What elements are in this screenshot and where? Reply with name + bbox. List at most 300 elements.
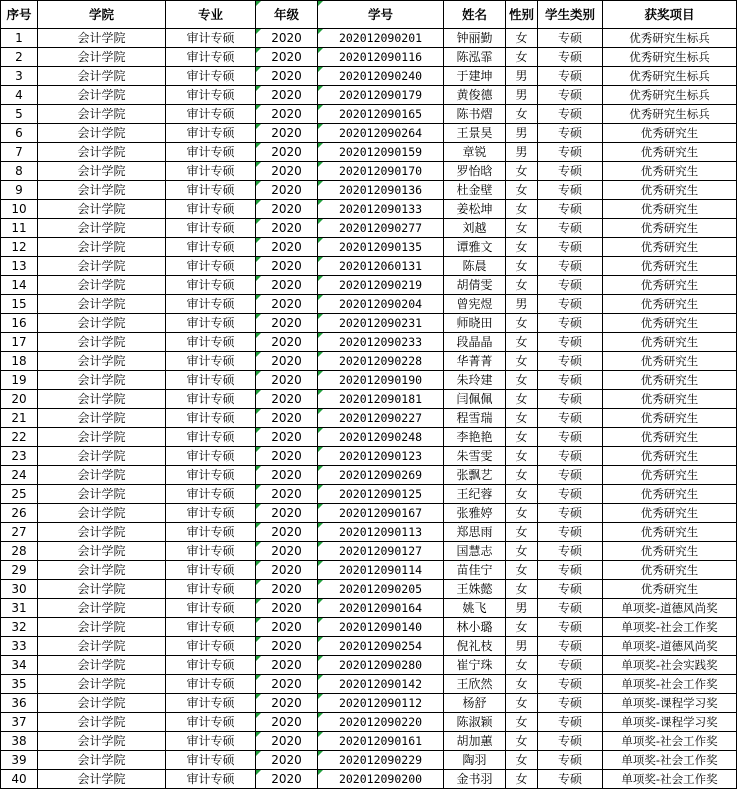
grade-cell[interactable]: 2020 [256,181,318,200]
name-cell[interactable]: 李艳艳 [444,428,506,447]
gender-cell[interactable]: 女 [506,257,538,276]
name-cell[interactable]: 金书羽 [444,770,506,789]
major-cell[interactable]: 审计专硕 [166,257,256,276]
award-cell[interactable]: 优秀研究生 [603,314,737,333]
name-cell[interactable]: 章锐 [444,143,506,162]
student-type-cell[interactable]: 专硕 [538,732,603,751]
student-type-cell[interactable]: 专硕 [538,162,603,181]
table-row[interactable] [1,314,737,333]
index-cell[interactable]: 19 [1,371,38,390]
student-id-cell[interactable]: 202012090231 [318,314,444,333]
student-type-cell[interactable]: 专硕 [538,390,603,409]
column-header-student-type[interactable]: 学生类别 [538,1,603,29]
award-cell[interactable]: 优秀研究生 [603,238,737,257]
student-type-cell[interactable]: 专硕 [538,675,603,694]
table-row[interactable] [1,124,737,143]
grade-cell[interactable]: 2020 [256,618,318,637]
college-cell[interactable]: 会计学院 [38,466,166,485]
index-cell[interactable]: 16 [1,314,38,333]
award-cell[interactable]: 优秀研究生 [603,409,737,428]
index-cell[interactable]: 33 [1,637,38,656]
award-cell[interactable]: 优秀研究生 [603,124,737,143]
index-cell[interactable]: 25 [1,485,38,504]
student-type-cell[interactable]: 专硕 [538,67,603,86]
name-cell[interactable]: 朱玲建 [444,371,506,390]
gender-cell[interactable]: 女 [506,618,538,637]
college-cell[interactable]: 会计学院 [38,295,166,314]
student-id-cell[interactable]: 202012090277 [318,219,444,238]
college-cell[interactable]: 会计学院 [38,580,166,599]
name-cell[interactable]: 林小璐 [444,618,506,637]
college-cell[interactable]: 会计学院 [38,67,166,86]
table-row[interactable] [1,162,737,181]
student-type-cell[interactable]: 专硕 [538,314,603,333]
award-cell[interactable]: 优秀研究生标兵 [603,29,737,48]
table-row[interactable] [1,751,737,770]
gender-cell[interactable]: 女 [506,219,538,238]
gender-cell[interactable]: 女 [506,352,538,371]
gender-cell[interactable]: 女 [506,580,538,599]
student-id-cell[interactable]: 202012090127 [318,542,444,561]
index-cell[interactable]: 21 [1,409,38,428]
grade-cell[interactable]: 2020 [256,162,318,181]
name-cell[interactable]: 谭雅文 [444,238,506,257]
gender-cell[interactable]: 男 [506,86,538,105]
student-id-cell[interactable]: 202012090159 [318,143,444,162]
college-cell[interactable]: 会计学院 [38,29,166,48]
gender-cell[interactable]: 女 [506,447,538,466]
award-cell[interactable]: 单项奖-社会工作奖 [603,732,737,751]
student-type-cell[interactable]: 专硕 [538,276,603,295]
table-row[interactable] [1,181,737,200]
column-header-college[interactable]: 学院 [38,1,166,29]
index-cell[interactable]: 3 [1,67,38,86]
column-header-index[interactable]: 序号 [1,1,38,29]
award-cell[interactable]: 优秀研究生 [603,428,737,447]
student-type-cell[interactable]: 专硕 [538,618,603,637]
index-cell[interactable]: 38 [1,732,38,751]
name-cell[interactable]: 倪礼枝 [444,637,506,656]
gender-cell[interactable]: 女 [506,561,538,580]
college-cell[interactable]: 会计学院 [38,675,166,694]
college-cell[interactable]: 会计学院 [38,751,166,770]
name-cell[interactable]: 张飘艺 [444,466,506,485]
grade-cell[interactable]: 2020 [256,770,318,789]
student-id-cell[interactable]: 202012060131 [318,257,444,276]
table-row[interactable] [1,409,737,428]
table-row[interactable] [1,694,737,713]
index-cell[interactable]: 18 [1,352,38,371]
award-cell[interactable]: 优秀研究生标兵 [603,67,737,86]
student-type-cell[interactable]: 专硕 [538,124,603,143]
gender-cell[interactable]: 男 [506,67,538,86]
student-id-cell[interactable]: 202012090220 [318,713,444,732]
column-header-student-id[interactable]: 学号 [318,1,444,29]
index-cell[interactable]: 2 [1,48,38,67]
name-cell[interactable]: 王姝懿 [444,580,506,599]
grade-cell[interactable]: 2020 [256,48,318,67]
grade-cell[interactable]: 2020 [256,599,318,618]
gender-cell[interactable]: 女 [506,162,538,181]
grade-cell[interactable]: 2020 [256,542,318,561]
name-cell[interactable]: 王纪蓉 [444,485,506,504]
name-cell[interactable]: 师晓田 [444,314,506,333]
award-cell[interactable]: 优秀研究生 [603,276,737,295]
college-cell[interactable]: 会计学院 [38,523,166,542]
name-cell[interactable]: 程雪瑞 [444,409,506,428]
student-id-cell[interactable]: 202012090112 [318,694,444,713]
gender-cell[interactable]: 女 [506,504,538,523]
index-cell[interactable]: 5 [1,105,38,124]
student-id-cell[interactable]: 202012090125 [318,485,444,504]
table-row[interactable] [1,105,737,124]
name-cell[interactable]: 王景昊 [444,124,506,143]
student-id-cell[interactable]: 202012090165 [318,105,444,124]
table-row[interactable] [1,637,737,656]
gender-cell[interactable]: 女 [506,105,538,124]
student-id-cell[interactable]: 202012090116 [318,48,444,67]
index-cell[interactable]: 31 [1,599,38,618]
gender-cell[interactable]: 女 [506,238,538,257]
student-type-cell[interactable]: 专硕 [538,428,603,447]
award-cell[interactable]: 优秀研究生标兵 [603,105,737,124]
student-type-cell[interactable]: 专硕 [538,352,603,371]
major-cell[interactable]: 审计专硕 [166,295,256,314]
award-cell[interactable]: 优秀研究生标兵 [603,86,737,105]
college-cell[interactable]: 会计学院 [38,542,166,561]
name-cell[interactable]: 陈晨 [444,257,506,276]
student-type-cell[interactable]: 专硕 [538,295,603,314]
major-cell[interactable]: 审计专硕 [166,599,256,618]
college-cell[interactable]: 会计学院 [38,105,166,124]
major-cell[interactable]: 审计专硕 [166,675,256,694]
student-type-cell[interactable]: 专硕 [538,105,603,124]
name-cell[interactable]: 陶羽 [444,751,506,770]
student-id-cell[interactable]: 202012090201 [318,29,444,48]
index-cell[interactable]: 12 [1,238,38,257]
column-header-grade[interactable]: 年级 [256,1,318,29]
student-type-cell[interactable]: 专硕 [538,257,603,276]
student-type-cell[interactable]: 专硕 [538,523,603,542]
gender-cell[interactable]: 女 [506,675,538,694]
name-cell[interactable]: 闫佩佩 [444,390,506,409]
major-cell[interactable]: 审计专硕 [166,770,256,789]
award-cell[interactable]: 单项奖-社会实践奖 [603,656,737,675]
table-row[interactable] [1,371,737,390]
student-type-cell[interactable]: 专硕 [538,371,603,390]
major-cell[interactable]: 审计专硕 [166,466,256,485]
index-cell[interactable]: 35 [1,675,38,694]
student-type-cell[interactable]: 专硕 [538,143,603,162]
grade-cell[interactable]: 2020 [256,295,318,314]
college-cell[interactable]: 会计学院 [38,599,166,618]
name-cell[interactable]: 王欣然 [444,675,506,694]
college-cell[interactable]: 会计学院 [38,371,166,390]
table-row[interactable] [1,29,737,48]
student-id-cell[interactable]: 202012090264 [318,124,444,143]
major-cell[interactable]: 审计专硕 [166,580,256,599]
award-cell[interactable]: 单项奖-社会工作奖 [603,751,737,770]
grade-cell[interactable]: 2020 [256,466,318,485]
student-id-cell[interactable]: 202012090228 [318,352,444,371]
index-cell[interactable]: 8 [1,162,38,181]
table-row[interactable] [1,48,737,67]
college-cell[interactable]: 会计学院 [38,257,166,276]
student-id-cell[interactable]: 202012090227 [318,409,444,428]
column-header-gender[interactable]: 性别 [506,1,538,29]
student-id-cell[interactable]: 202012090179 [318,86,444,105]
grade-cell[interactable]: 2020 [256,694,318,713]
major-cell[interactable]: 审计专硕 [166,333,256,352]
gender-cell[interactable]: 女 [506,314,538,333]
index-cell[interactable]: 17 [1,333,38,352]
major-cell[interactable]: 审计专硕 [166,181,256,200]
grade-cell[interactable]: 2020 [256,580,318,599]
name-cell[interactable]: 陈泓霏 [444,48,506,67]
award-cell[interactable]: 优秀研究生 [603,542,737,561]
table-row[interactable] [1,390,737,409]
grade-cell[interactable]: 2020 [256,637,318,656]
student-id-cell[interactable]: 202012090248 [318,428,444,447]
major-cell[interactable]: 审计专硕 [166,371,256,390]
major-cell[interactable]: 审计专硕 [166,390,256,409]
student-id-cell[interactable]: 202012090240 [318,67,444,86]
table-row[interactable] [1,67,737,86]
index-cell[interactable]: 40 [1,770,38,789]
major-cell[interactable]: 审计专硕 [166,523,256,542]
award-cell[interactable]: 优秀研究生 [603,162,737,181]
table-row[interactable] [1,333,737,352]
gender-cell[interactable]: 女 [506,29,538,48]
name-cell[interactable]: 崔宁珠 [444,656,506,675]
award-cell[interactable]: 优秀研究生 [603,371,737,390]
college-cell[interactable]: 会计学院 [38,713,166,732]
gender-cell[interactable]: 女 [506,751,538,770]
major-cell[interactable]: 审计专硕 [166,732,256,751]
name-cell[interactable]: 陈书熠 [444,105,506,124]
gender-cell[interactable]: 女 [506,428,538,447]
student-id-cell[interactable]: 202012090114 [318,561,444,580]
name-cell[interactable]: 段晶晶 [444,333,506,352]
grade-cell[interactable]: 2020 [256,200,318,219]
table-row[interactable] [1,485,737,504]
index-cell[interactable]: 29 [1,561,38,580]
student-id-cell[interactable]: 202012090135 [318,238,444,257]
student-type-cell[interactable]: 专硕 [538,751,603,770]
index-cell[interactable]: 4 [1,86,38,105]
major-cell[interactable]: 审计专硕 [166,67,256,86]
student-id-cell[interactable]: 202012090254 [318,637,444,656]
table-row[interactable] [1,86,737,105]
gender-cell[interactable]: 女 [506,371,538,390]
student-type-cell[interactable]: 专硕 [538,485,603,504]
award-cell[interactable]: 优秀研究生 [603,219,737,238]
college-cell[interactable]: 会计学院 [38,200,166,219]
table-row[interactable] [1,428,737,447]
name-cell[interactable]: 华菁菁 [444,352,506,371]
student-type-cell[interactable]: 专硕 [538,181,603,200]
college-cell[interactable]: 会计学院 [38,732,166,751]
index-cell[interactable]: 24 [1,466,38,485]
award-cell[interactable]: 优秀研究生 [603,143,737,162]
major-cell[interactable]: 审计专硕 [166,485,256,504]
college-cell[interactable]: 会计学院 [38,390,166,409]
award-cell[interactable]: 单项奖-课程学习奖 [603,694,737,713]
college-cell[interactable]: 会计学院 [38,409,166,428]
name-cell[interactable]: 胡倩雯 [444,276,506,295]
student-id-cell[interactable]: 202012090136 [318,181,444,200]
college-cell[interactable]: 会计学院 [38,238,166,257]
college-cell[interactable]: 会计学院 [38,181,166,200]
index-cell[interactable]: 27 [1,523,38,542]
student-type-cell[interactable]: 专硕 [538,200,603,219]
grade-cell[interactable]: 2020 [256,504,318,523]
student-type-cell[interactable]: 专硕 [538,504,603,523]
award-cell[interactable]: 优秀研究生 [603,257,737,276]
index-cell[interactable]: 14 [1,276,38,295]
student-id-cell[interactable]: 202012090133 [318,200,444,219]
table-row[interactable] [1,618,737,637]
award-cell[interactable]: 优秀研究生 [603,504,737,523]
major-cell[interactable]: 审计专硕 [166,276,256,295]
award-cell[interactable]: 优秀研究生标兵 [603,48,737,67]
grade-cell[interactable]: 2020 [256,143,318,162]
grade-cell[interactable]: 2020 [256,447,318,466]
gender-cell[interactable]: 女 [506,48,538,67]
major-cell[interactable]: 审计专硕 [166,637,256,656]
college-cell[interactable]: 会计学院 [38,637,166,656]
grade-cell[interactable]: 2020 [256,333,318,352]
name-cell[interactable]: 钟丽勤 [444,29,506,48]
gender-cell[interactable]: 女 [506,694,538,713]
major-cell[interactable]: 审计专硕 [166,542,256,561]
student-id-cell[interactable]: 202012090219 [318,276,444,295]
student-id-cell[interactable]: 202012090167 [318,504,444,523]
college-cell[interactable]: 会计学院 [38,694,166,713]
college-cell[interactable]: 会计学院 [38,656,166,675]
index-cell[interactable]: 34 [1,656,38,675]
student-id-cell[interactable]: 202012090142 [318,675,444,694]
grade-cell[interactable]: 2020 [256,713,318,732]
award-cell[interactable]: 优秀研究生 [603,295,737,314]
student-id-cell[interactable]: 202012090161 [318,732,444,751]
student-type-cell[interactable]: 专硕 [538,48,603,67]
major-cell[interactable]: 审计专硕 [166,409,256,428]
grade-cell[interactable]: 2020 [256,86,318,105]
college-cell[interactable]: 会计学院 [38,314,166,333]
student-type-cell[interactable]: 专硕 [538,656,603,675]
index-cell[interactable]: 23 [1,447,38,466]
grade-cell[interactable]: 2020 [256,105,318,124]
major-cell[interactable]: 审计专硕 [166,428,256,447]
column-header-major[interactable]: 专业 [166,1,256,29]
table-row[interactable] [1,504,737,523]
index-cell[interactable]: 7 [1,143,38,162]
award-cell[interactable]: 单项奖-社会工作奖 [603,770,737,789]
table-row[interactable] [1,466,737,485]
grade-cell[interactable]: 2020 [256,409,318,428]
college-cell[interactable]: 会计学院 [38,48,166,67]
college-cell[interactable]: 会计学院 [38,162,166,181]
student-type-cell[interactable]: 专硕 [538,447,603,466]
index-cell[interactable]: 22 [1,428,38,447]
award-cell[interactable]: 单项奖-课程学习奖 [603,713,737,732]
student-type-cell[interactable]: 专硕 [538,580,603,599]
student-id-cell[interactable]: 202012090233 [318,333,444,352]
student-id-cell[interactable]: 202012090113 [318,523,444,542]
college-cell[interactable]: 会计学院 [38,447,166,466]
index-cell[interactable]: 15 [1,295,38,314]
gender-cell[interactable]: 女 [506,713,538,732]
student-type-cell[interactable]: 专硕 [538,770,603,789]
award-cell[interactable]: 单项奖-社会工作奖 [603,618,737,637]
major-cell[interactable]: 审计专硕 [166,162,256,181]
student-type-cell[interactable]: 专硕 [538,219,603,238]
award-cell[interactable]: 优秀研究生 [603,561,737,580]
major-cell[interactable]: 审计专硕 [166,105,256,124]
college-cell[interactable]: 会计学院 [38,428,166,447]
table-row[interactable] [1,257,737,276]
award-cell[interactable]: 优秀研究生 [603,390,737,409]
grade-cell[interactable]: 2020 [256,390,318,409]
column-header-name[interactable]: 姓名 [444,1,506,29]
gender-cell[interactable]: 女 [506,732,538,751]
grade-cell[interactable]: 2020 [256,314,318,333]
award-cell[interactable]: 单项奖-道德风尚奖 [603,637,737,656]
name-cell[interactable]: 胡加蕙 [444,732,506,751]
college-cell[interactable]: 会计学院 [38,124,166,143]
award-cell[interactable]: 单项奖-道德风尚奖 [603,599,737,618]
grade-cell[interactable]: 2020 [256,257,318,276]
college-cell[interactable]: 会计学院 [38,333,166,352]
name-cell[interactable]: 罗怡晗 [444,162,506,181]
grade-cell[interactable]: 2020 [256,352,318,371]
table-row[interactable] [1,523,737,542]
name-cell[interactable]: 郑思雨 [444,523,506,542]
award-cell[interactable]: 单项奖-社会工作奖 [603,675,737,694]
name-cell[interactable]: 杜金壁 [444,181,506,200]
table-row[interactable] [1,599,737,618]
table-row[interactable] [1,276,737,295]
index-cell[interactable]: 37 [1,713,38,732]
gender-cell[interactable]: 女 [506,181,538,200]
table-row[interactable] [1,219,737,238]
major-cell[interactable]: 审计专硕 [166,656,256,675]
major-cell[interactable]: 审计专硕 [166,48,256,67]
index-cell[interactable]: 26 [1,504,38,523]
table-row[interactable] [1,561,737,580]
award-cell[interactable]: 优秀研究生 [603,333,737,352]
college-cell[interactable]: 会计学院 [38,276,166,295]
grade-cell[interactable]: 2020 [256,561,318,580]
student-id-cell[interactable]: 202012090205 [318,580,444,599]
index-cell[interactable]: 13 [1,257,38,276]
index-cell[interactable]: 6 [1,124,38,143]
gender-cell[interactable]: 女 [506,276,538,295]
table-row[interactable] [1,143,737,162]
award-cell[interactable]: 优秀研究生 [603,200,737,219]
student-type-cell[interactable]: 专硕 [538,542,603,561]
major-cell[interactable]: 审计专硕 [166,219,256,238]
name-cell[interactable]: 朱雪雯 [444,447,506,466]
student-type-cell[interactable]: 专硕 [538,86,603,105]
student-id-cell[interactable]: 202012090140 [318,618,444,637]
index-cell[interactable]: 30 [1,580,38,599]
college-cell[interactable]: 会计学院 [38,770,166,789]
gender-cell[interactable]: 女 [506,542,538,561]
college-cell[interactable]: 会计学院 [38,485,166,504]
grade-cell[interactable]: 2020 [256,732,318,751]
